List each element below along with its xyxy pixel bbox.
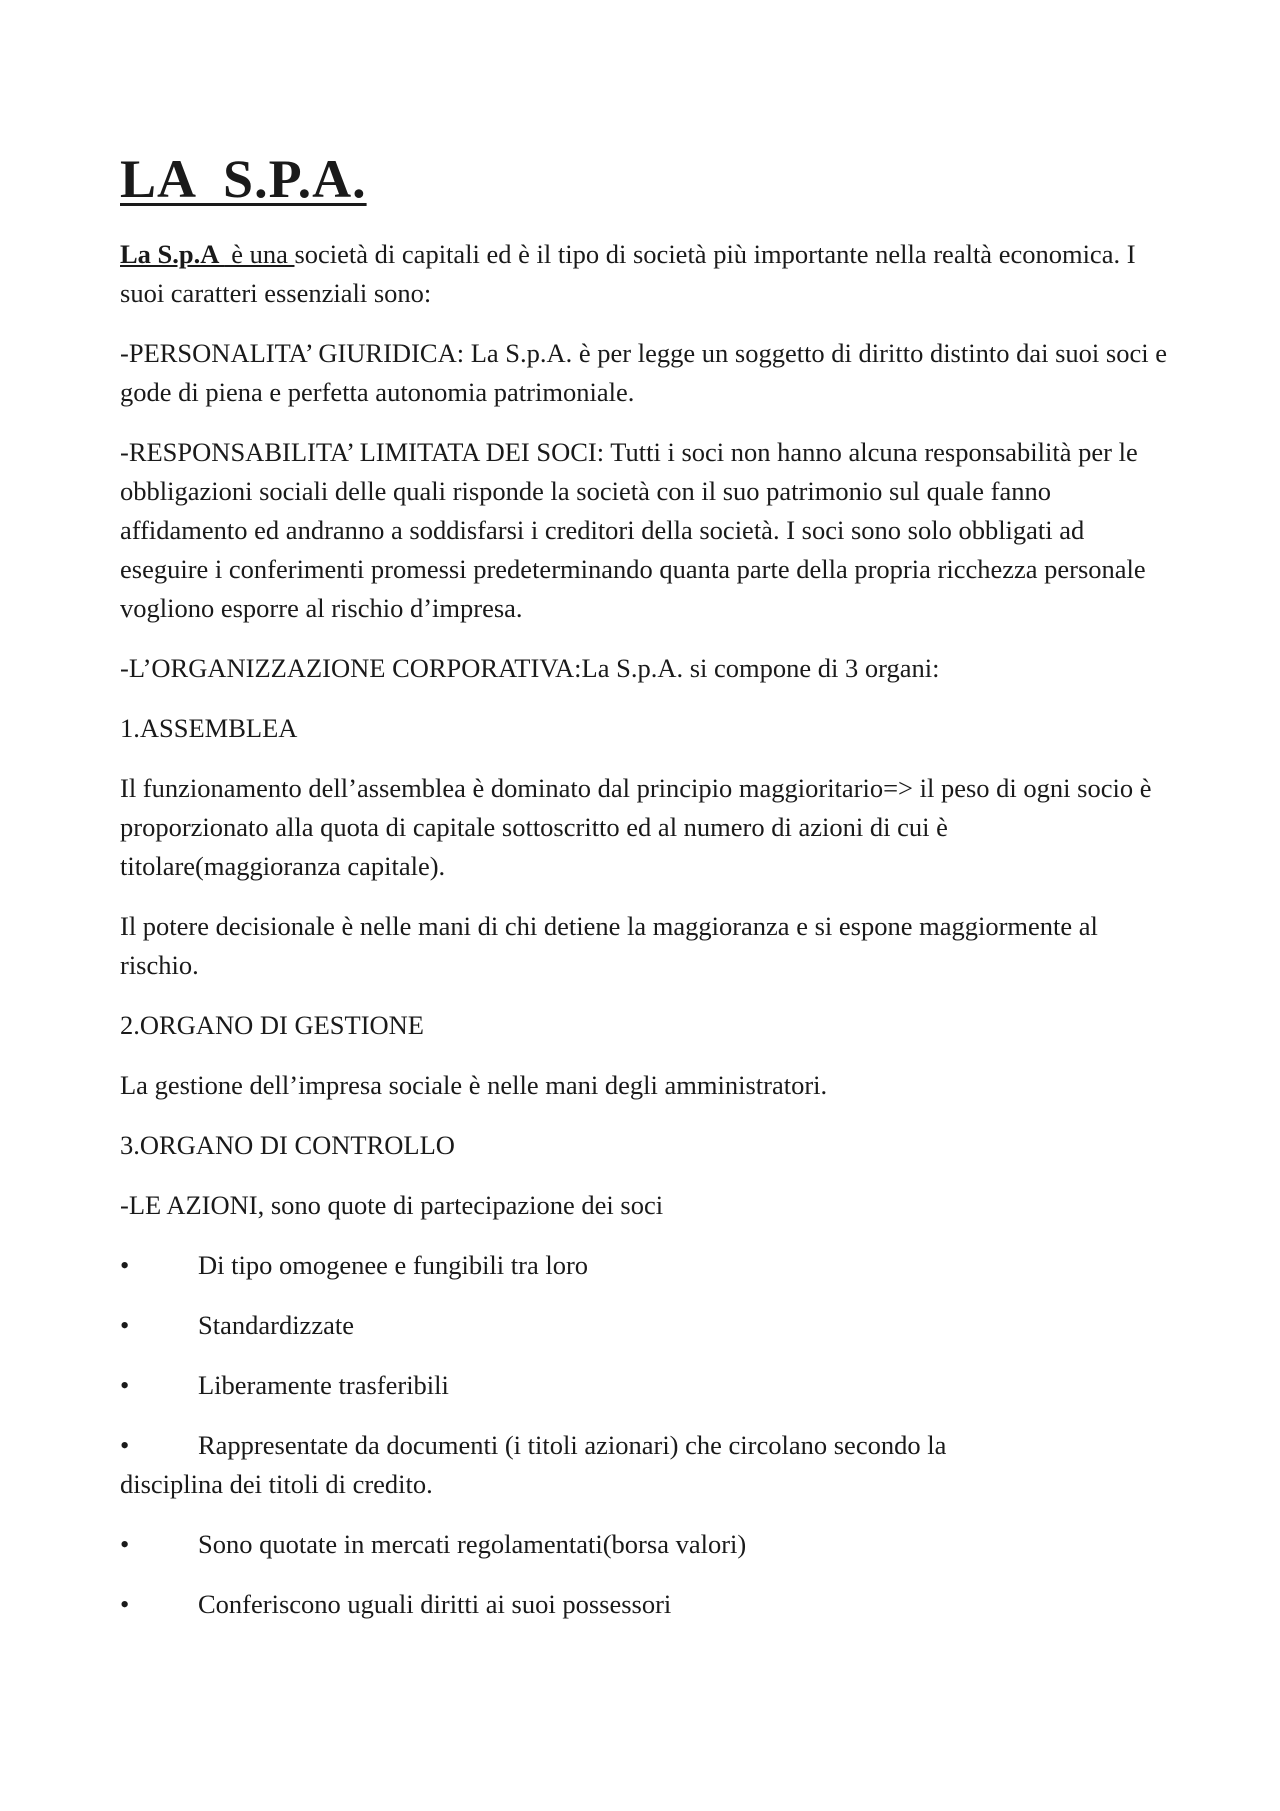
list-item-text: Conferiscono uguali diritti ai suoi possessori xyxy=(198,1589,672,1620)
list-item xyxy=(120,1426,1170,1504)
paragraph-assemblea-funzionamento: Il funzionamento dell’assemblea è dominato dal principio maggioritario=> il peso di ogni socio è proporzionato alla quota di capitale sottoscritto ed al numero di azioni di cui è titolare(maggioranza capitale). xyxy=(120,773,1152,882)
list-item-text: Di tipo omogenee e fungibili tra loro xyxy=(198,1250,589,1281)
list-item-text: Standardizzate xyxy=(198,1310,354,1341)
list-item xyxy=(120,1585,1170,1624)
bullet-icon: • xyxy=(120,1370,130,1401)
list-item xyxy=(120,1306,1170,1345)
document-page xyxy=(120,150,1170,1645)
list-item-text: Liberamente trasferibili xyxy=(198,1370,449,1401)
intro-paragraph xyxy=(120,235,1170,313)
list-item-continuation: disciplina dei titoli di credito. xyxy=(120,1469,433,1500)
paragraph-personalita: -PERSONALITA’ GIURIDICA: La S.p.A. è per legge un soggetto di diritto distinto dai suoi soci e gode di piena e perfetta autonomia patrimoniale. xyxy=(120,338,1167,408)
heading-assemblea: 1.ASSEMBLEA xyxy=(120,713,298,744)
list-item-text: Rappresentate da documenti (i titoli azionari) che circolano secondo la xyxy=(198,1430,947,1461)
bullet-icon: • xyxy=(120,1310,130,1341)
paragraph-organizzazione: -L’ORGANIZZAZIONE CORPORATIVA:La S.p.A. si compone di 3 organi: xyxy=(120,653,940,684)
bullet-icon: • xyxy=(120,1529,130,1560)
list-item-text: Sono quotate in mercati regolamentati(borsa valori) xyxy=(198,1529,747,1560)
bullet-icon: • xyxy=(120,1250,130,1281)
paragraph-potere-decisionale: Il potere decisionale è nelle mani di chi detiene la maggioranza e si espone maggiormente al rischio. xyxy=(120,911,1098,981)
paragraph-gestione: La gestione dell’impresa sociale è nelle mani degli amministratori. xyxy=(120,1070,828,1101)
heading-organo-controllo: 3.ORGANO DI CONTROLLO xyxy=(120,1130,455,1161)
paragraph-responsabilita: -RESPONSABILITA’ LIMITATA DEI SOCI: Tutti i soci non hanno alcuna responsabilità per le obbligazioni sociali delle quali risponde la società con il suo patrimonio sul quale fanno affidamento ed andranno a soddisfarsi i creditori della società. I soci sono solo obbligati ad eseguire i conferimenti promessi predeterminando quanta parte della propria ricchezza personale vogliono esporre al rischio d’impresa. xyxy=(120,437,1146,624)
document-title: LA S.P.A. xyxy=(120,149,367,209)
list-item xyxy=(120,1246,1170,1285)
intro-lead-underlined: è una xyxy=(224,239,295,270)
bullet-icon: • xyxy=(120,1589,130,1620)
heading-organo-gestione: 2.ORGANO DI GESTIONE xyxy=(120,1010,424,1041)
intro-text: società di capitali ed è il tipo di società più importante nella realtà economica. I suoi caratteri essenziali sono: xyxy=(120,239,1136,309)
list-item xyxy=(120,1525,1170,1564)
list-item xyxy=(120,1366,1170,1405)
paragraph-azioni: -LE AZIONI, sono quote di partecipazione dei soci xyxy=(120,1190,664,1221)
bullet-icon: • xyxy=(120,1430,130,1461)
intro-lead-bold: La S.p.A xyxy=(120,239,225,270)
